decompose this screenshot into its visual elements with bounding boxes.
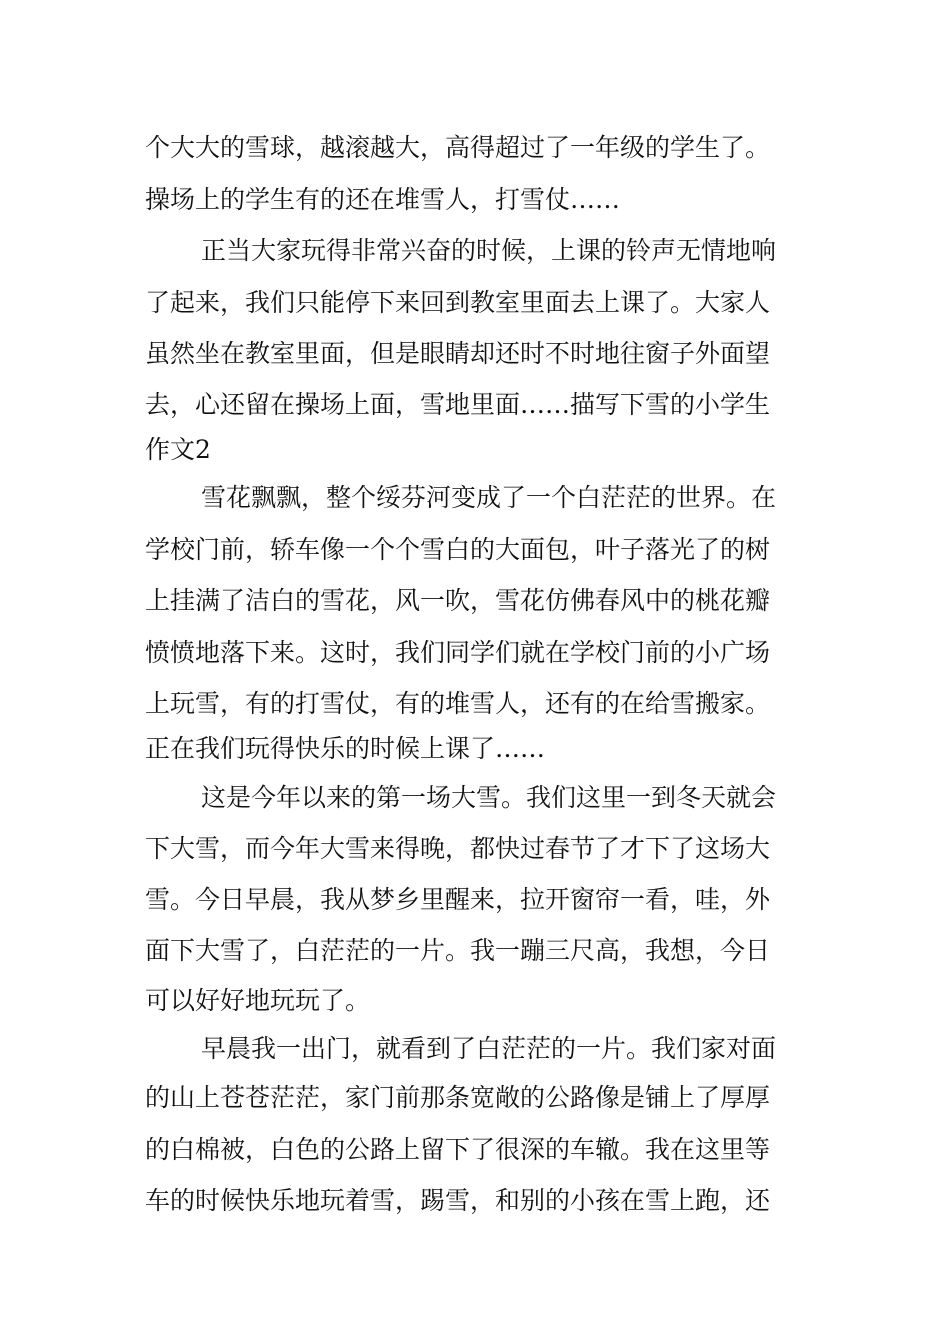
text-line: 面下大雪了，白茫茫的一片。我一蹦三尺高，我想，今日 — [145, 936, 771, 965]
text-line: 作文2 — [145, 435, 211, 464]
text-line: 个大大的雪球，越滚越大，高得超过了一年级的学生了。 — [145, 133, 771, 162]
paragraph-first-line: 早晨我一出门，就看到了白茫茫的一片。我们家对面 — [201, 1034, 777, 1063]
text-line: 去，心还留在操场上面，雪地里面……描写下雪的小学生 — [145, 390, 771, 419]
text-line: 学校门前，轿车像一个个雪白的大面包，叶子落光了的树 — [145, 535, 771, 564]
paragraph-first-line: 雪花飘飘，整个绥芬河变成了一个白茫茫的世界。在 — [201, 483, 777, 512]
text-line: 可以好好地玩玩了。 — [145, 986, 371, 1015]
text-line: 上挂满了洁白的雪花，风一吹，雪花仿佛春风中的桃花瓣 — [145, 586, 771, 615]
text-line: 的山上苍苍茫茫，家门前那条宽敞的公路像是铺上了厚厚 — [145, 1083, 771, 1112]
text-line: 虽然坐在教室里面，但是眼睛却还时不时地往窗子外面望 — [145, 339, 771, 368]
text-line: 了起来，我们只能停下来回到教室里面去上课了。大家人 — [145, 288, 771, 317]
text-line: 雪。今日早晨，我从梦乡里醒来，拉开窗帘一看，哇，外 — [145, 885, 771, 914]
text-line: 的白棉被，白色的公路上留下了很深的车辙。我在这里等 — [145, 1135, 771, 1164]
text-line: 操场上的学生有的还在堆雪人，打雪仗…… — [145, 185, 621, 214]
text-line: 正在我们玩得快乐的时候上课了…… — [145, 734, 546, 763]
text-line: 愤愤地落下来。这时，我们同学们就在学校门前的小广场 — [145, 638, 771, 667]
text-line: 车的时候快乐地玩着雪，踢雪，和别的小孩在雪上跑，还 — [145, 1186, 771, 1215]
paragraph-first-line: 这是今年以来的第一场大雪。我们这里一到冬天就会 — [201, 783, 777, 812]
paragraph-first-line: 正当大家玩得非常兴奋的时候，上课的铃声无情地响 — [201, 236, 777, 265]
text-line: 上玩雪，有的打雪仗，有的堆雪人，还有的在给雪搬家。 — [145, 689, 771, 718]
text-line: 下大雪，而今年大雪来得晚，都快过春节了才下了这场大 — [145, 834, 771, 863]
